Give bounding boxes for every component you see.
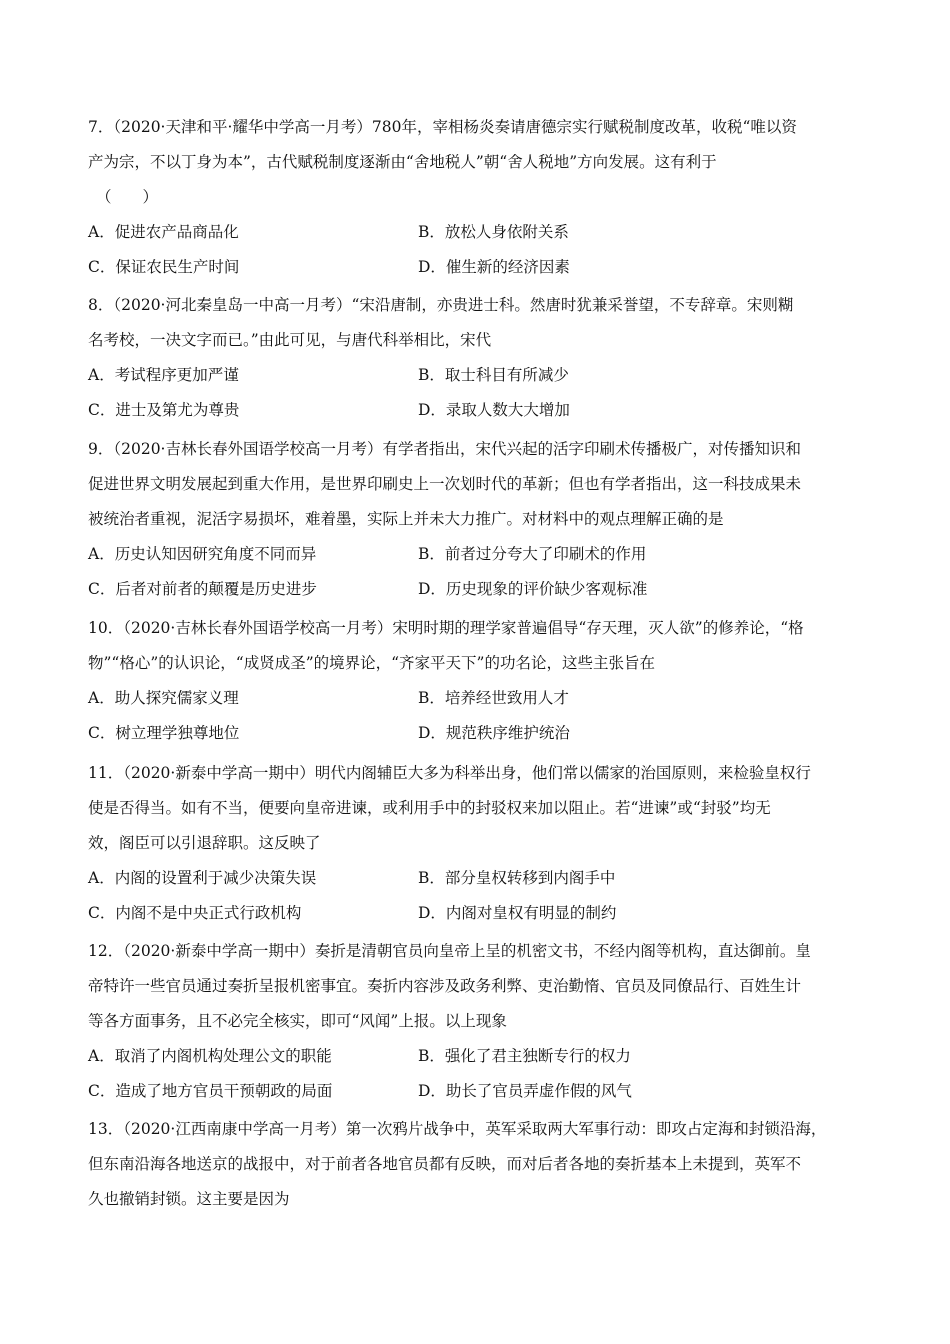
option-a[interactable]: A．历史认知因研究角度不同而异 [88,545,317,563]
question-12 [88,934,868,1109]
option-row [88,537,868,572]
question-11 [88,756,868,931]
option-c[interactable]: C．后者对前者的颠覆是历史进步 [88,580,317,598]
option-row [88,393,868,428]
option-row [88,681,868,716]
question-stem-line: 11．（2020·新泰中学高一期中）明代内阁辅臣大多为科举出身，他们常以儒家的治国原则，来检验皇权行 [88,764,811,782]
question-stem-line: 7．（2020·天津和平·耀华中学高一月考）780年，宰相杨炎奏请唐德宗实行赋税制度改革，收税“唯以资 [88,118,797,136]
question-stem-line: 久也撤销封锁。这主要是因为 [88,1190,290,1208]
option-b[interactable]: B．放松人身依附关系 [418,223,569,241]
option-b[interactable]: B．部分皇权转移到内阁手中 [418,869,616,887]
answer-blank: （ ） [96,188,159,206]
question-stem-line: 效，阁臣可以引退辞职。这反映了 [88,834,321,852]
question-stem-line: 被统治者重视，泥活字易损坏，难着墨，实际上并未大力推广。对材料中的观点理解正确的是 [88,510,724,528]
option-d[interactable]: D．内阁对皇权有明显的制约 [418,904,617,922]
option-row [88,861,868,896]
question-8 [88,288,868,428]
option-a[interactable]: A．考试程序更加严谨 [88,366,239,384]
option-c[interactable]: C．进士及第尤为尊贵 [88,401,240,419]
option-a[interactable]: A．助人探究儒家义理 [88,689,239,707]
question-stem-line: 物”“格心”的认识论，“成贤成圣”的境界论，“齐家平天下”的功名论，这些主张旨在 [88,654,655,672]
question-stem-line: 使是否得当。如有不当，便要向皇帝进谏，或利用手中的封驳权来加以阻止。若“进谏”或“封驳”均无 [88,799,771,817]
option-a[interactable]: A．取消了内阁机构处理公文的职能 [88,1047,332,1065]
option-row [88,1039,868,1074]
option-a[interactable]: A．内阁的设置利于减少决策失误 [88,869,317,887]
option-c[interactable]: C．树立理学独尊地位 [88,724,240,742]
question-stem-line: 帝特许一些官员通过奏折呈报机密事宜。奏折内容涉及政务利弊、吏治勤惰、官员及同僚品行、百姓生计 [88,977,802,995]
question-9 [88,432,868,607]
option-row [88,716,868,751]
question-stem-line: 13．（2020·江西南康中学高一月考）第一次鸦片战争中，英军采取两大军事行动：即攻占定海和封锁沿海， [88,1120,827,1138]
option-b[interactable]: B．取士科目有所减少 [418,366,569,384]
option-row [88,896,868,931]
question-stem-line: 等各方面事务，且不必完全核实，即可“风闻”上报。以上现象 [88,1012,507,1030]
option-d[interactable]: D．历史现象的评价缺少客观标准 [418,580,648,598]
option-c[interactable]: C．保证农民生产时间 [88,258,240,276]
option-row [88,572,868,607]
option-row [88,250,868,285]
question-stem-line: 促进世界文明发展起到重大作用，是世界印刷史上一次划时代的革新；但也有学者指出，这一科技成果未 [88,475,802,493]
question-7 [88,110,868,285]
question-stem-line: 名考校，一决文字而已。”由此可见，与唐代科举相比，宋代 [88,331,492,349]
question-13 [88,1112,868,1217]
option-c[interactable]: C．内阁不是中央正式行政机构 [88,904,302,922]
option-row [88,215,868,250]
option-row [88,1074,868,1109]
option-a[interactable]: A．促进农产品商品化 [88,223,239,241]
question-stem-line: 9．（2020·吉林长春外国语学校高一月考）有学者指出，宋代兴起的活字印刷术传播极广，对传播知识和 [88,440,801,458]
option-d[interactable]: D．助长了官员弄虚作假的风气 [418,1082,632,1100]
question-stem-line: 产为宗，不以丁身为本”，古代赋税制度逐渐由“舍地税人”朝“舍人税地”方向发展。这有利于 [88,153,717,171]
question-stem-line: 10．（2020·吉林长春外国语学校高一月考）宋明时期的理学家普遍倡导“存天理，灭人欲”的修养论，“格 [88,619,804,637]
option-b[interactable]: B．培养经世致用人才 [418,689,569,707]
question-stem-line: 但东南沿海各地送京的战报中，对于前者各地官员都有反映，而对后者各地的奏折基本上未提到，英军不 [88,1155,802,1173]
option-b[interactable]: B．前者过分夸大了印刷术的作用 [418,545,647,563]
option-d[interactable]: D．催生新的经济因素 [418,258,570,276]
option-d[interactable]: D．规范秩序维护统治 [418,724,570,742]
question-stem-line: 12．（2020·新泰中学高一期中）奏折是清朝官员向皇帝上呈的机密文书，不经内阁等机构，直达御前。皇 [88,942,811,960]
question-10 [88,611,868,751]
option-row [88,358,868,393]
option-b[interactable]: B．强化了君主独断专行的权力 [418,1047,631,1065]
option-d[interactable]: D．录取人数大大增加 [418,401,570,419]
option-c[interactable]: C．造成了地方官员干预朝政的局面 [88,1082,333,1100]
question-stem-line: 8．（2020·河北秦皇岛一中高一月考）“宋沿唐制，亦贵进士科。然唐时犹兼采誉望，不专辞章。宋则糊 [88,296,794,314]
